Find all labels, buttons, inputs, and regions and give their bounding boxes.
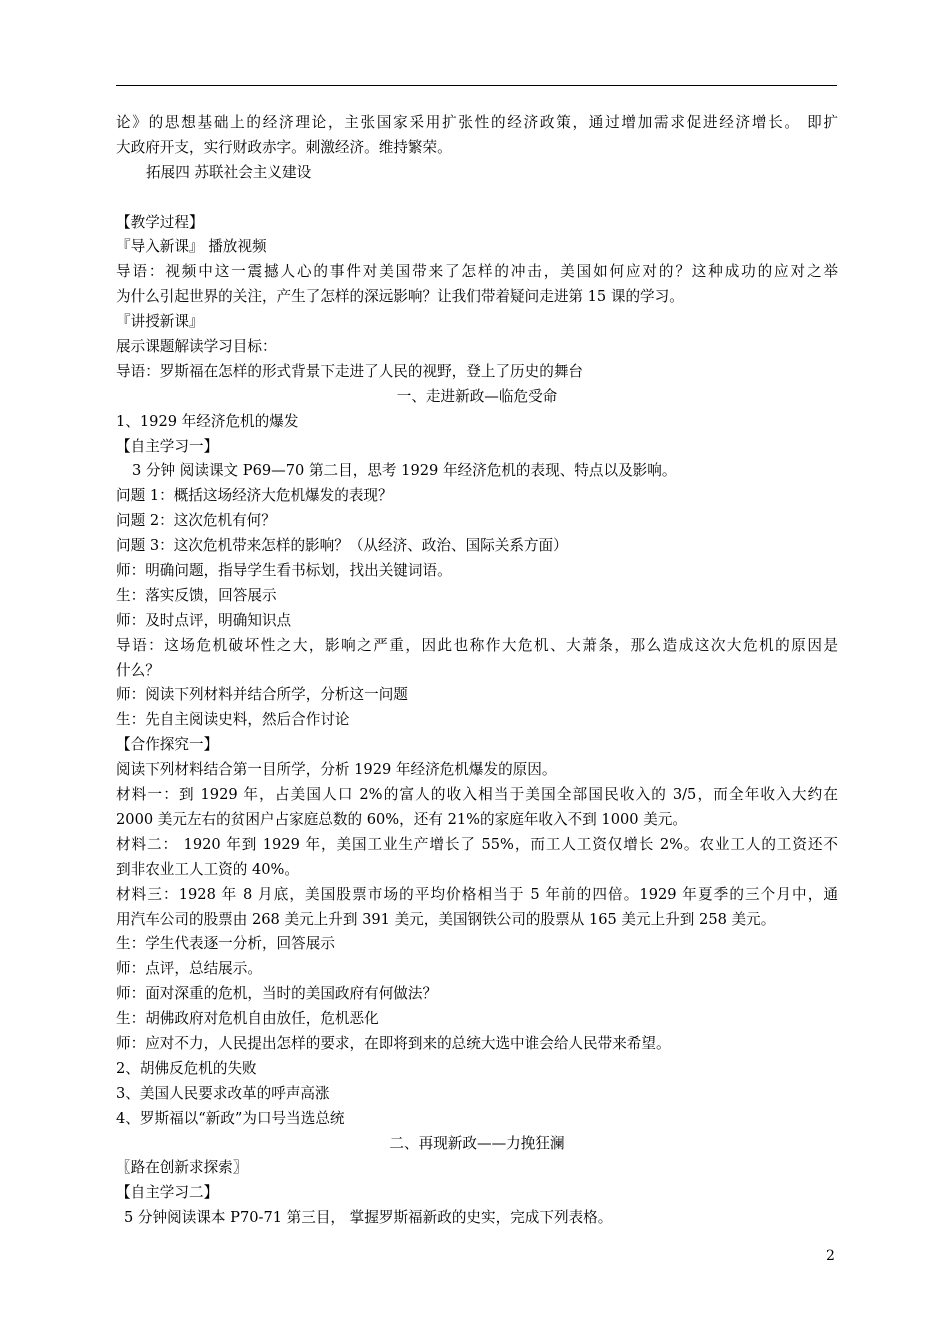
paragraph-line: 师：明确问题，指导学生看书标划，找出关键词语。 [116, 562, 452, 580]
material-line: 材料一：到 1929 年，占美国人口 2%的富人的收入相当于美国全部国民收入的 3/5，而全年收入大约在 [116, 786, 838, 804]
material-line: 2000 美元左右的贫困户占家庭总数的 60%，还有 21%的家庭年收入不到 1000 美元。 [116, 810, 687, 828]
blank-line [116, 186, 838, 211]
section-heading-teaching-process: 【教学过程】 [116, 213, 204, 231]
paragraph-line: 5 分钟阅读课本 P70-71 第三目， 掌握罗斯福新政的史实，完成下列表格。 [124, 1209, 613, 1227]
section-heading-extension-4: 拓展四 苏联社会主义建设 [146, 163, 312, 181]
paragraph-line: 导语：视频中这一震撼人心的事件对美国带来了怎样的冲击，美国如何应对的？这种成功的应对之举 [116, 263, 838, 281]
question-line: 问题 3：这次危机带来怎样的影响？（从经济、政治、国际关系方面） [116, 537, 568, 555]
paragraph-line: 生：学生代表逐一分析，回答展示 [116, 935, 335, 953]
paragraph-line: 论》的思想基础上的经济理论，主张国家采用扩张性的经济政策，通过增加需求促进经济增长。 即扩 [116, 114, 838, 131]
paragraph-line: 阅读下列材料结合第一目所学，分析 1929 年经济危机爆发的原因。 [116, 761, 557, 779]
question-line: 问题 1：概括这场经济大危机爆发的表现？ [116, 487, 393, 505]
paragraph-line: 导语：罗斯福在怎样的形式背景下走进了人民的视野，登上了历史的舞台 [116, 362, 584, 380]
list-item: 2、胡佛反危机的失败 [116, 1059, 257, 1077]
paragraph-line: 生：胡佛政府对危机自由放任，危机恶化 [116, 1010, 379, 1028]
paragraph-line: 展示课题解读学习目标： [116, 338, 277, 356]
paragraph-line: 师：面对深重的危机，当时的美国政府有何做法？ [116, 985, 438, 1003]
paragraph-line: 大政府开支，实行财政赤字。刺激经济。维持繁荣。 [116, 138, 452, 156]
material-line: 材料三：1928 年 8 月底，美国股票市场的平均价格相当于 5 年前的四倍。1929 年夏季的三个月中，通 [116, 885, 838, 903]
subheading-innovation: 〖路在创新求探索〗 [116, 1159, 248, 1177]
paragraph-line: 1、1929 年经济危机的爆发 [116, 412, 299, 430]
paragraph-line: 师：应对不力，人民提出怎样的要求，在即将到来的总统大选中谁会给人民带来希望。 [116, 1034, 671, 1052]
subheading-self-study-1: 【自主学习一】 [116, 437, 219, 455]
header-rule [116, 85, 837, 86]
subheading-self-study-2: 【自主学习二】 [116, 1184, 219, 1202]
subheading-intro: 『导入新课』 播放视频 [116, 238, 267, 256]
paragraph-line: 师：及时点评，明确知识点 [116, 611, 292, 629]
material-line: 用汽车公司的股票由 268 美元上升到 391 美元，美国钢铁公司的股票从 165 美元上升到 258 美元。 [116, 910, 776, 928]
material-line: 到非农业工人工资的 40%。 [116, 860, 300, 878]
subheading-cooperative-1: 【合作探究一】 [116, 736, 219, 754]
paragraph-line: 生：落实反馈，回答展示 [116, 586, 277, 604]
subheading-new-lesson: 『讲授新课』 [116, 313, 204, 331]
page-number: 2 [826, 1248, 835, 1264]
paragraph-line: 生：先自主阅读史料，然后合作讨论 [116, 711, 350, 729]
section-title-two: 二、再现新政——力挽狂澜 [389, 1134, 565, 1152]
list-item: 3、美国人民要求改革的呼声高涨 [116, 1084, 330, 1102]
paragraph-line: 什么？ [116, 661, 160, 679]
paragraph-line: 导语：这场危机破坏性之大，影响之严重，因此也称作大危机、大萧条，那么造成这次大危机的原因是 [116, 636, 838, 654]
paragraph-line: 3 分钟 阅读课文 P69—70 第二目，思考 1929 年经济危机的表现、特点以及影响。 [132, 462, 677, 480]
paragraph-line: 师：点评，总结展示。 [116, 960, 262, 978]
document-body [116, 111, 838, 1231]
material-line: 材料二： 1920 年到 1929 年，美国工业生产增长了 55%，而工人工资仅增长 2%。农业工人的工资还不 [116, 835, 838, 853]
question-line: 问题 2：这次危机有何？ [116, 512, 276, 530]
list-item: 4、罗斯福以“新政”为口号当选总统 [116, 1109, 345, 1127]
section-title-one: 一、走进新政—临危受命 [396, 387, 558, 405]
paragraph-line: 师：阅读下列材料并结合所学，分析这一问题 [116, 686, 408, 704]
paragraph-line: 为什么引起世界的关注，产生了怎样的深远影响？让我们带着疑问走进第 15 课的学习。 [116, 288, 684, 306]
